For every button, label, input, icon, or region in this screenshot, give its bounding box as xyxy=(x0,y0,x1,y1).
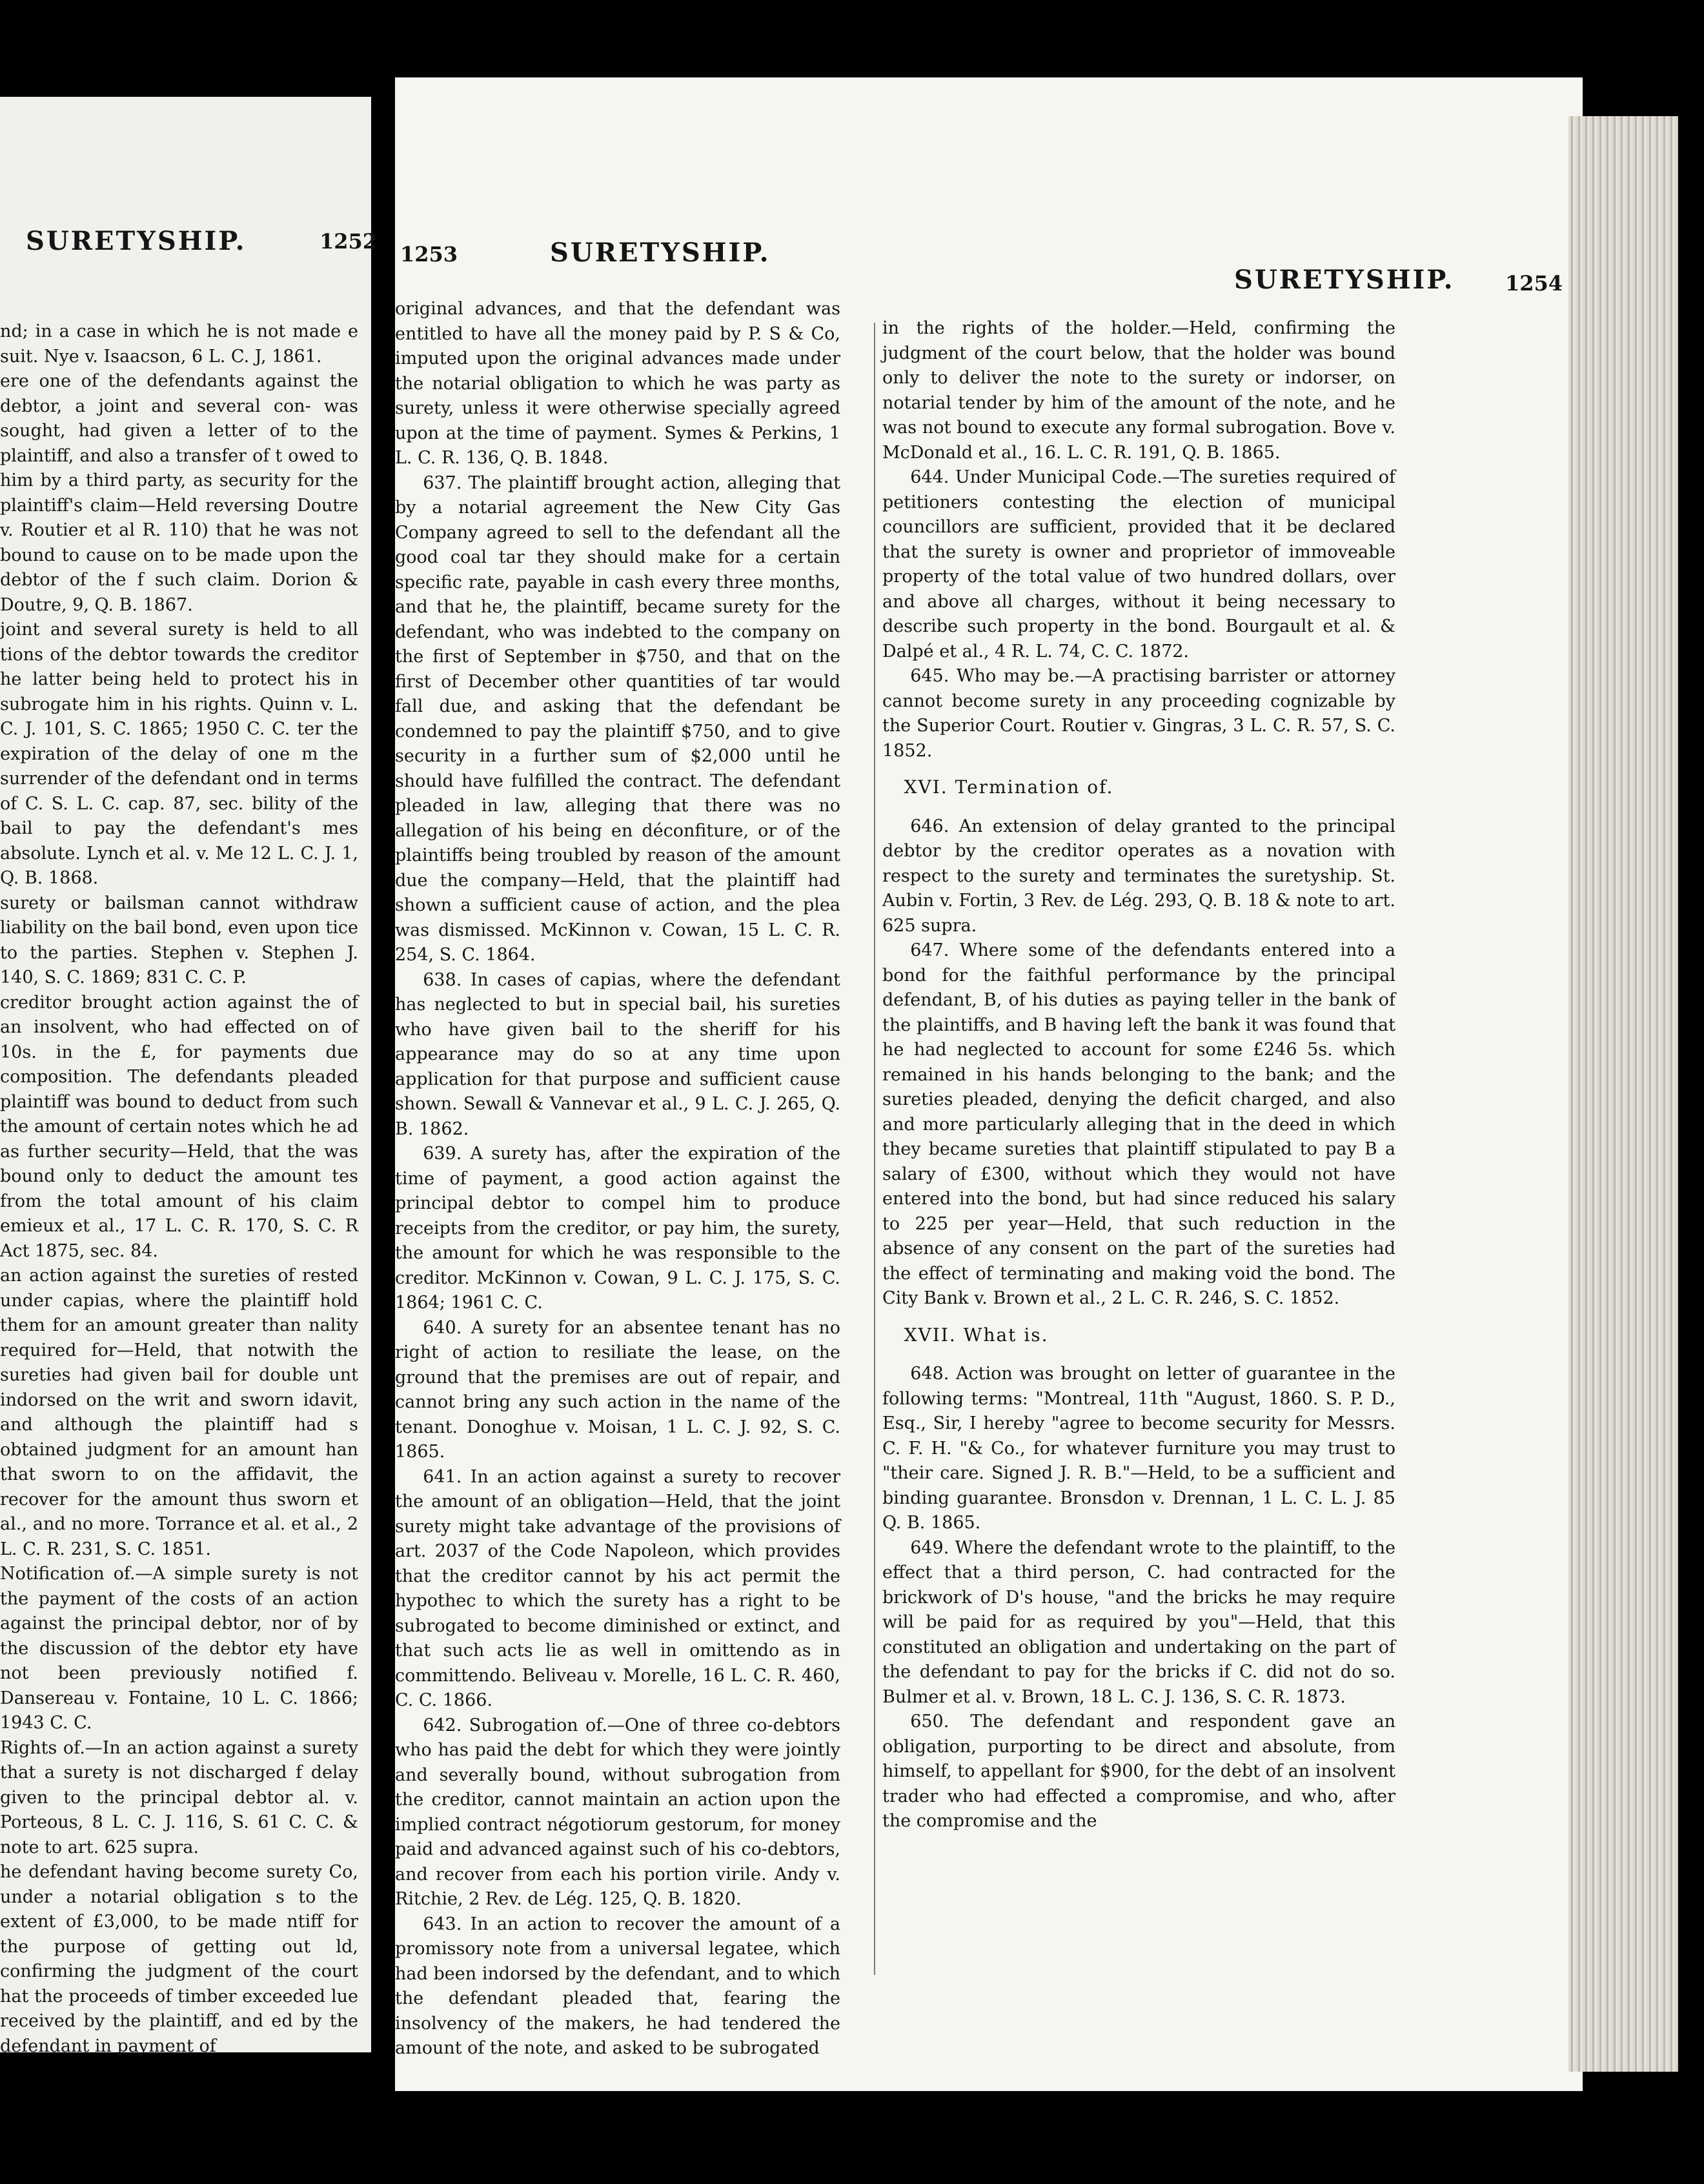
left-column xyxy=(0,319,358,2059)
left-page-number: 1252 xyxy=(320,229,378,254)
left-paragraph: Notification of.—A simple surety is not the payment of the costs of an action against the principal debtor, nor of by the discussion of the debtor ety have not been previously notified f. Dansereau v. Fontaine, 10 L. C. 1866; 1943 C. C. xyxy=(0,1564,358,1733)
middle-paragraph: 641. In an action against a surety to recover the amount of an obligation—Held, that the joint surety might take advantage of the provisions of art. 2037 of the Code Napoleon, which provides that the creditor cannot by his act permit the hypothec to which the surety has a right to be subrogated to become diminished or extinct, and that such acts lie as well in omittendo as in committendo. Beliveau v. Morelle, 16 L. C. R. 460, C. C. 1866. xyxy=(395,1466,840,1710)
middle-paragraph: 638. In cases of capias, where the defendant has neglected to but in special bail, his sureties who have given bail to the sheriff for his appearance may do so at any time upon application for that purpose and sufficient cause shown. Sewall & Vannevar et al., 9 L. C. J. 265, Q. B. 1862. xyxy=(395,969,840,1139)
right-running-head-left: SURETYSHIP. xyxy=(550,238,771,268)
right-paragraph: 649. Where the defendant wrote to the plaintiff, to the effect that a third person, C. had contracted for the brickwork of D's house, "and the bricks he may require will be paid for as required by you"—Held, that this constituted an obligation and undertaking on the part of the defendant to pay for the bricks if C. did not do so. Bulmer et al. v. Brown, 18 L. C. J. 136, S. C. R. 1873. xyxy=(882,1537,1395,1707)
right-page xyxy=(395,77,1583,2091)
right-paragraph: 645. Who may be.—A practising barrister or attorney cannot become surety in any proceeding cognizable by the Superior Court. Routier v. Gingras, 3 L. C. R. 57, S. C. 1852. xyxy=(882,666,1395,761)
middle-column xyxy=(395,297,840,2061)
right-column xyxy=(882,316,1395,1834)
right-paragraph: 644. Under Municipal Code.—The sureties required of petitioners contesting the election of municipal councillors are sufficient, provided that it be declared that the surety is owner and proprietor of immoveable property of the total value of two hundred dollars, over and above all charges, without it being necessary to describe such property in the bond. Bourgault et al. & Dalpé et al., 4 R. L. 74, C. C. 1872. xyxy=(882,467,1395,662)
page-block-edge xyxy=(1568,116,1678,2072)
middle-paragraph: 643. In an action to recover the amount of a promissory note from a universal legatee, which had been indorsed by the defendant, and to which the defendant pleaded that, fearing the insolvency of the makers, he had tendered the amount of the note, and asked to be subrogated xyxy=(395,1914,840,2058)
left-paragraph: joint and several surety is held to all tions of the debtor towards the creditor he latter being held to protect his in subrogate him in his rights. Quinn v. L. C. J. 101, S. C. 1865; 1950 C. C. ter the expiration of the delay of one m the surrender of the defendant ond in terms of C. S. L. C. cap. 87, sec. bility of the bail to pay the defendant's mes absolute. Lynch et al. v. Me 12 L. C. J. 1, Q. B. 1868. xyxy=(0,620,358,888)
right-paragraph: in the rights of the holder.—Held, confirming the judgment of the court below, that the holder was bound only to deliver the note to the surety or indorser, on notarial tender by him of the amount of the note, and he was not bound to execute any formal subrogation. Bove v. McDonald et al., 16. L. C. R. 191, Q. B. 1865. xyxy=(882,318,1395,463)
left-page xyxy=(0,97,378,2056)
left-paragraph: Rights of.—In an action against a surety that a surety is not discharged f delay given to the principal debtor al. v. Porteous, 8 L. C. J. 116, S. 61 C. C. & note to art. 625 supra. xyxy=(0,1737,358,1857)
right-paragraph: 647. Where some of the defendants entered into a bond for the faithful performance by the principal defendant, B, of his duties as paying teller in the bank of the plaintiffs, and B having left the bank it was found that he had neglected to account for some £246 5s. which remained in his hands belonging to the bank; and the sureties pleaded, denying the deficit charged, and also and more particularly alleging that in the deed in which they became sureties that plaintiff stipulated to pay B a salary of £300, without which they would not have entered into the bond, but had since reduced his salary to 225 per year—Held, that such reduction in the absence of any consent on the part of the sureties had the effect of terminating and making void the bond. The City Bank v. Brown et al., 2 L. C. R. 246, S. C. 1852. xyxy=(882,940,1395,1308)
right-paragraph: 648. Action was brought on letter of guarantee in the following terms: "Montreal, 11th "August, 1860. S. P. D., Esq., Sir, I hereby "agree to become security for Messrs. C. F. H. "& Co., for whatever furniture you may trust to "their care. Signed J. R. B."—Held, to be a sufficient and binding guarantee. Bronsdon v. Drennan, 1 L. C. L. J. 85 Q. B. 1865. xyxy=(882,1364,1395,1533)
middle-paragraph: 639. A surety has, after the expiration of the time of payment, a good action against the principal debtor to compel him to produce receipts from the creditor, or pay him, the surety, the amount for which he was responsible to the creditor. McKinnon v. Cowan, 9 L. C. J. 175, S. C. 1864; 1961 C. C. xyxy=(395,1144,840,1313)
right-running-head-right: SURETYSHIP. xyxy=(1234,265,1455,295)
section-heading-what-is: XVII. What is. xyxy=(904,1324,1049,1346)
left-paragraph: he defendant having become surety Co, under a notarial obligation s to the extent of £3,000, to be made ntiff for the purpose of getting out ld, confirming the judgment of the court hat the proceeds of timber exceeded lue received by the plaintiff, and ed by the defendant in payment of xyxy=(0,1862,358,2056)
column-rule xyxy=(874,323,875,1975)
right-paragraph: 650. The defendant and respondent gave an obligation, purporting to be direct and absolute, from himself, to appellant for $900, for the debt of an insolvent trader who had effected a compromise, and who, after the compromise and the xyxy=(882,1712,1395,1831)
right-page-number-left: 1253 xyxy=(400,242,458,267)
right-paragraph: 646. An extension of delay granted to the principal debtor by the creditor operates as a novation with respect to the surety and terminates the suretyship. St. Aubin v. Fortin, 3 Rev. de Lég. 293, Q. B. 18 & note to art. 625 supra. xyxy=(882,816,1395,936)
middle-paragraph: 642. Subrogation of.—One of three co-debtors who has paid the debt for which they were jointly and severally bound, without subrogation from the creditor, cannot maintain an action upon the implied contract négotiorum gestorum, for money paid and advanced against such of his co-debtors, and recover from each his portion virile. Andy v. Ritchie, 2 Rev. de Lég. 125, Q. B. 1820. xyxy=(395,1715,840,1909)
left-paragraph: ere one of the defendants against the debtor, a joint and several con- was sought, had given a letter of to the plaintiff, and also a transfer of t owed to him by a third party, as security for the plaintiff's claim—Held reversing Doutre v. Routier et al R. 110) that he was not bound to cause on to be made upon the debtor of the f such claim. Dorion & Doutre, 9, Q. B. 1867. xyxy=(0,371,358,615)
section-heading-termination: XVI. Termination of. xyxy=(904,776,1114,798)
middle-paragraph: 640. A surety for an absentee tenant has no right of action to resiliate the lease, on the ground that the premises are out of repair, and cannot bring any such action in the name of the tenant. Donoghue v. Moisan, 1 L. C. J. 92, S. C. 1865. xyxy=(395,1317,840,1462)
right-page-number-right: 1254 xyxy=(1505,271,1563,296)
middle-paragraph: 637. The plaintiff brought action, alleging that by a notarial agreement the New City Gas Company agreed to sell to the defendant all the good coal tar they should make for a certain specific rate, payable in cash every three months, and that he, the plaintiff, became surety for the defendant, who was indebted to the company on the first of September in $750, and that on the first of December other quantities of tar would fall due, and asking that the defendant be condemned to pay the plaintiff $750, and to give security in a further sum of $2,000 until he should have fulfilled the contract. The defendant pleaded in law, alleging that there was no allegation of his being en déconfiture, or of the plaintiffs being troubled by reason of the amount due the company—Held, that the plaintiff had shown a sufficient cause of action, and the plea was dismissed. McKinnon v. Cowan, 15 L. C. R. 254, S. C. 1864. xyxy=(395,472,840,965)
left-paragraph: surety or bailsman cannot withdraw liability on the bail bond, even upon tice to the parties. Stephen v. Stephen J. 140, S. C. 1869; 831 C. C. P. xyxy=(0,893,358,987)
left-paragraph: creditor brought action against the of an insolvent, who had effected on of 10s. in the £, for payments due composition. The defendants pleaded plaintiff was bound to deduct from such the amount of certain notes which he ad as further security—Held, that the was bound only to deduct the amount tes from the total amount of his claim emieux et al., 17 L. C. R. 170, S. C. R Act 1875, sec. 84. xyxy=(0,992,358,1261)
middle-paragraph: original advances, and that the defendant was entitled to have all the money paid by P. S & Co, imputed upon the original advances made under the notarial obligation to which he was party as surety, unless it were otherwise specially agreed upon at the time of payment. Symes & Perkins, 1 L. C. R. 136, Q. B. 1848. xyxy=(395,299,840,468)
left-paragraph: nd; in a case in which he is not made e suit. Nye v. Isaacson, 6 L. C. J, 1861. xyxy=(0,321,358,367)
left-running-head: SURETYSHIP. xyxy=(26,226,247,256)
left-paragraph: an action against the sureties of rested under capias, where the plaintiff hold them for an amount greater than nality required for—Held, that notwith the sureties had given bail for double unt indorsed on the writ and sworn idavit, and although the plaintiff had s obtained judgment for an amount han that sworn to on the affidavit, the recover for the amount thus sworn et al., and no more. Torrance et al. et al., 2 L. C. R. 231, S. C. 1851. xyxy=(0,1266,358,1559)
